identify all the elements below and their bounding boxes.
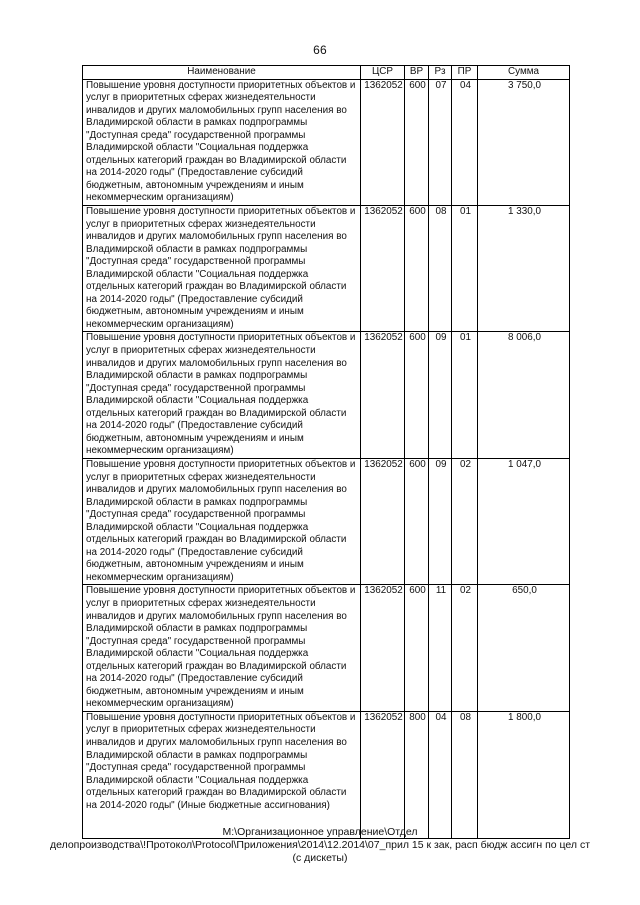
header-pr: ПР xyxy=(452,66,478,80)
cell-name xyxy=(83,458,361,584)
cell-sum: 1 800,0 xyxy=(478,711,570,838)
cell-sum: 650,0 xyxy=(478,585,570,711)
cell-vr: 800 xyxy=(405,711,429,838)
cell-rz: 09 xyxy=(429,458,452,584)
header-csr: ЦСР xyxy=(361,66,405,80)
cell-csr: 1362052 xyxy=(361,585,405,711)
cell-sum: 3 750,0 xyxy=(478,79,570,205)
page-number: 66 xyxy=(313,43,327,57)
row-name-text: Повышение уровня доступности приоритетных объектов и услуг в приоритетных сферах жизнедеятельности инвалидов и других маломобильных групп населения во Владимирской области в рамках подпрограммы "Доступная среда" государственной программы Владимирской области "Социальная поддержка отдельных категорий граждан во Владимирской области на 2014-2020 годы" (Предоставление субсидий бюджетным, автономным учреждениям и иным некоммерческим организациям) xyxy=(86,458,356,583)
cell-name xyxy=(83,79,361,205)
cell-pr: 01 xyxy=(452,332,478,458)
row-name-text: Повышение уровня доступности приоритетных объектов и услуг в приоритетных сферах жизнедеятельности инвалидов и других маломобильных групп населения во Владимирской области в рамках подпрограммы "Доступная среда" государственной программы Владимирской области "Социальная поддержка отдельных категорий граждан во Владимирской области на 2014-2020 годы" (Предоставление субсидий бюджетным, автономным учреждениям и иным некоммерческим организациям) xyxy=(86,206,356,330)
cell-rz: 11 xyxy=(429,585,452,711)
cell-rz: 09 xyxy=(429,332,452,458)
cell-pr: 01 xyxy=(452,206,478,332)
cell-csr: 1362052 xyxy=(361,332,405,458)
row-name-text: Повышение уровня доступности приоритетных объектов и услуг в приоритетных сферах жизнедеятельности инвалидов и других маломобильных групп населения во Владимирской области в рамках подпрограммы "Доступная среда" государственной программы Владимирской области "Социальная поддержка отдельных категорий граждан во Владимирской области на 2014-2020 годы" (Иные бюджетные ассигнования) xyxy=(86,711,356,811)
row-name-text: Повышение уровня доступности приоритетных объектов и услуг в приоритетных сферах жизнедеятельности инвалидов и других маломобильных групп населения во Владимирской области в рамках подпрограммы "Доступная среда" государственной программы Владимирской области "Социальная поддержка отдельных категорий граждан во Владимирской области на 2014-2020 годы" (Предоставление субсидий бюджетным, автономным учреждениям и иным некоммерческим организациям) xyxy=(86,332,356,457)
cell-csr: 1362052 xyxy=(361,206,405,332)
cell-csr: 1362052 xyxy=(361,458,405,584)
table-row xyxy=(83,458,570,584)
cell-sum: 8 006,0 xyxy=(478,332,570,458)
table-header-row xyxy=(83,66,570,80)
row-name-text: Повышение уровня доступности приоритетных объектов и услуг в приоритетных сферах жизнедеятельности инвалидов и других маломобильных групп населения во Владимирской области в рамках подпрограммы "Доступная среда" государственной программы Владимирской области "Социальная поддержка отдельных категорий граждан во Владимирской области на 2014-2020 годы" (Предоставление субсидий бюджетным, автономным учреждениям и иным некоммерческим организациям) xyxy=(86,585,356,710)
cell-pr: 02 xyxy=(452,585,478,711)
cell-csr: 1362052 xyxy=(361,711,405,838)
cell-vr: 600 xyxy=(405,332,429,458)
cell-pr: 02 xyxy=(452,458,478,584)
cell-rz: 08 xyxy=(429,206,452,332)
budget-table xyxy=(82,65,570,839)
table-row xyxy=(83,711,570,838)
header-vr: ВР xyxy=(405,66,429,80)
table-row xyxy=(83,206,570,332)
cell-rz: 04 xyxy=(429,711,452,838)
cell-sum: 1 047,0 xyxy=(478,458,570,584)
table-row xyxy=(83,79,570,205)
header-sum: Сумма xyxy=(478,66,570,80)
cell-vr: 600 xyxy=(405,585,429,711)
cell-rz: 07 xyxy=(429,79,452,205)
cell-pr: 08 xyxy=(452,711,478,838)
footer-line-1: М:\Организационное управление\Отдел xyxy=(222,826,418,838)
cell-vr: 600 xyxy=(405,458,429,584)
cell-sum: 1 330,0 xyxy=(478,206,570,332)
footer-line-2: делопроизводства\!Протокол\Protocol\Приложения\2014\12.2014\07_прил 15 к зак, расп бюдж ассигн по цел ст xyxy=(49,839,591,851)
cell-name xyxy=(83,711,361,838)
file-path-footer xyxy=(0,826,640,865)
table-row xyxy=(83,585,570,711)
cell-csr: 1362052 xyxy=(361,79,405,205)
header-rz: Рз xyxy=(429,66,452,80)
footer-line-3: (с дискеты) xyxy=(292,852,348,864)
cell-pr: 04 xyxy=(452,79,478,205)
cell-vr: 600 xyxy=(405,79,429,205)
cell-name xyxy=(83,585,361,711)
cell-name xyxy=(83,206,361,332)
cell-name xyxy=(83,332,361,458)
row-name-text: Повышение уровня доступности приоритетных объектов и услуг в приоритетных сферах жизнедеятельности инвалидов и других маломобильных групп населения во Владимирской области в рамках подпрограммы "Доступная среда" государственной программы Владимирской области "Социальная поддержка отдельных категорий граждан во Владимирской области на 2014-2020 годы" (Предоставление субсидий бюджетным, автономным учреждениям и иным некоммерческим организациям) xyxy=(86,79,356,204)
cell-vr: 600 xyxy=(405,206,429,332)
header-name: Наименование xyxy=(83,66,361,80)
table-row xyxy=(83,332,570,458)
